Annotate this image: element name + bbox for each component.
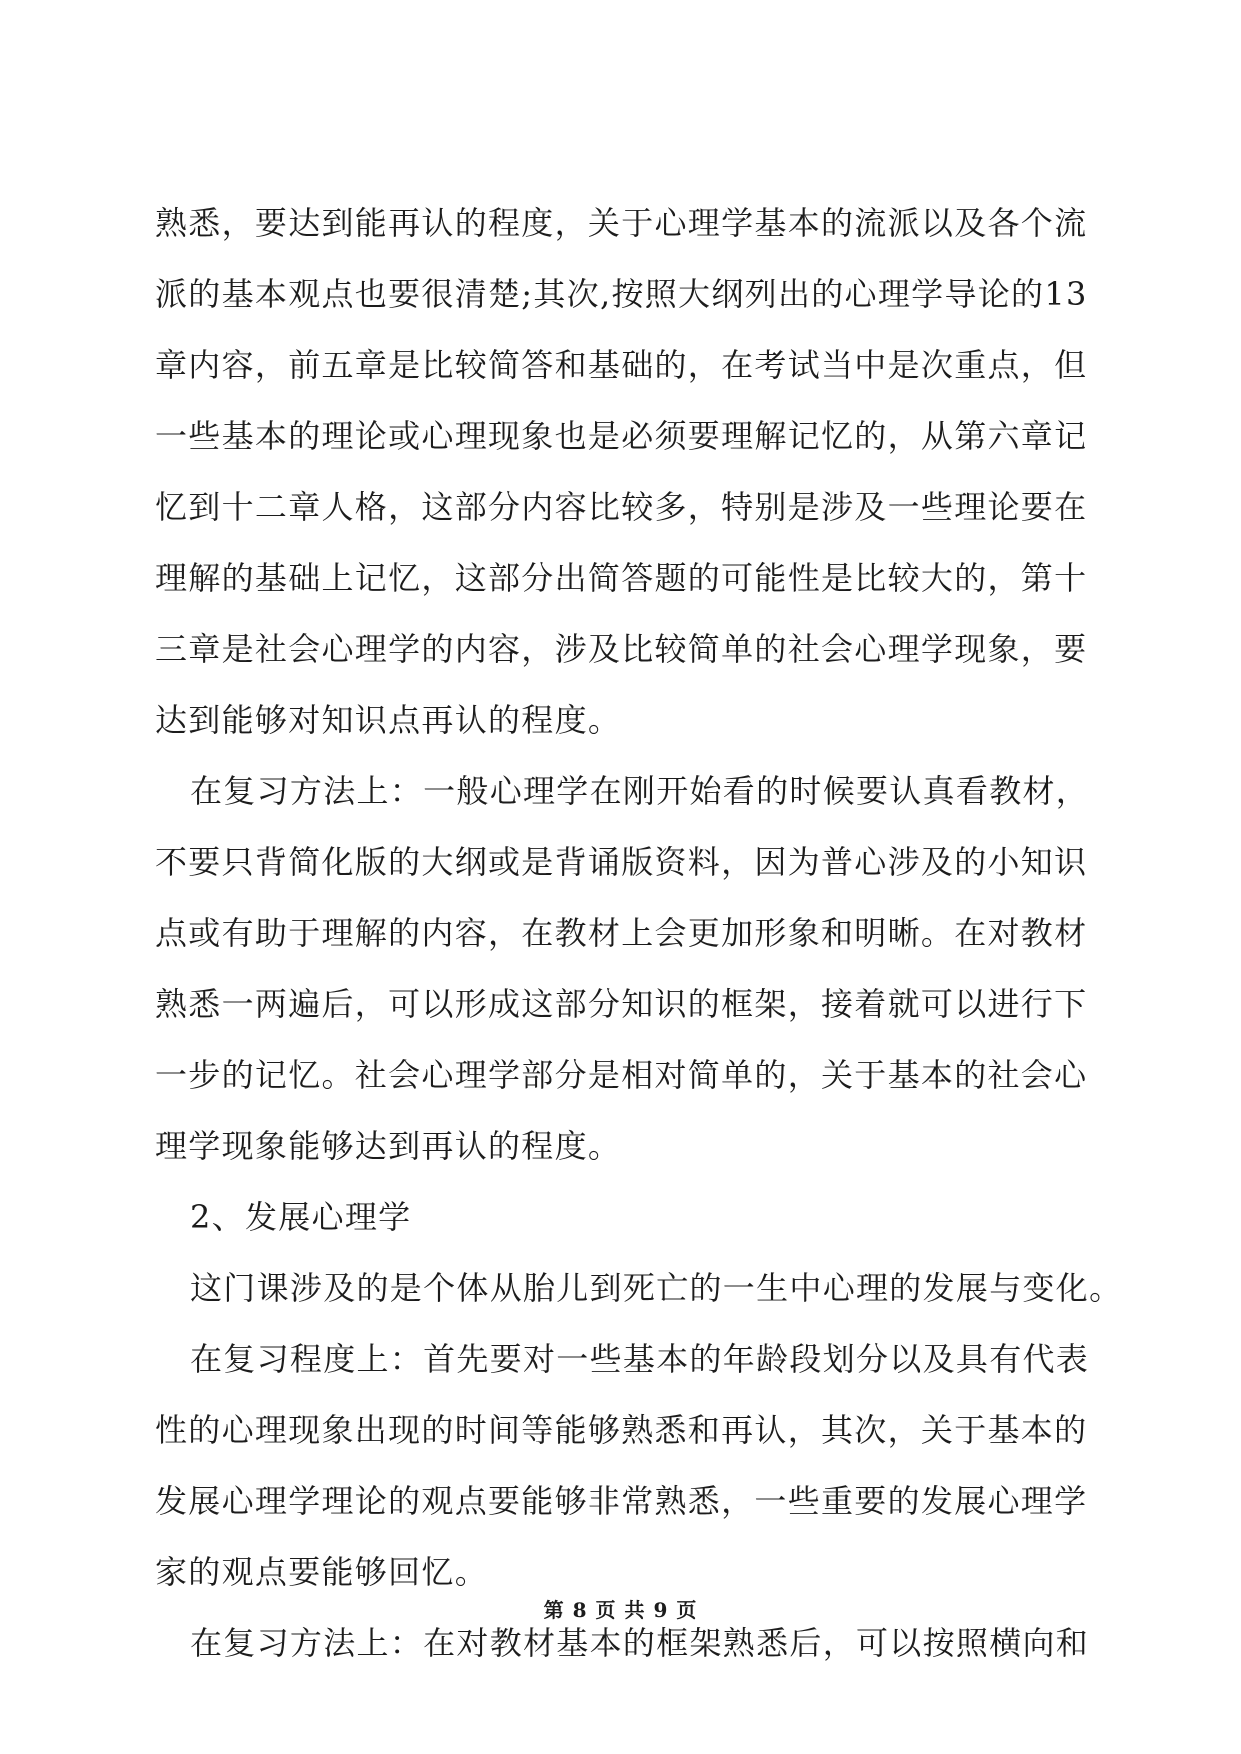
paragraph-start-line: 在复习方法上：在对教材基本的框架熟悉后，可以按照横向和	[190, 1624, 1090, 1662]
paragraph-start-line: 这门课涉及的是个体从胎儿到死亡的一生中心理的发展与变化。	[190, 1269, 1123, 1307]
page-number-footer: 第 8 页 共 9 页	[543, 1598, 698, 1622]
text-line: 熟悉一两遍后，可以形成这部分知识的框架，接着就可以进行下	[155, 985, 1088, 1023]
text-line: 一些基本的理论或心理现象也是必须要理解记忆的，从第六章记	[155, 417, 1088, 455]
text-line: 熟悉，要达到能再认的程度，关于心理学基本的流派以及各个流	[155, 204, 1088, 242]
text-line: 点或有助于理解的内容，在教材上会更加形象和明晰。在对教材	[155, 914, 1088, 952]
document-body	[155, 188, 1123, 1679]
text-line: 家的观点要能够回忆。	[155, 1553, 489, 1591]
text-line: 派的基本观点也要很清楚;其次,按照大纲列出的心理学导论的13	[155, 275, 1088, 313]
text-line: 发展心理学理论的观点要能够非常熟悉，一些重要的发展心理学	[155, 1482, 1088, 1520]
text-line: 不要只背简化版的大纲或是背诵版资料，因为普心涉及的小知识	[155, 843, 1088, 881]
text-line: 性的心理现象出现的时间等能够熟悉和再认，其次，关于基本的	[155, 1411, 1088, 1449]
text-line: 一步的记忆。社会心理学部分是相对简单的，关于基本的社会心	[155, 1056, 1088, 1094]
paragraph-start-line: 在复习程度上：首先要对一些基本的年龄段划分以及具有代表	[190, 1340, 1090, 1378]
text-line: 达到能够对知识点再认的程度。	[155, 701, 622, 739]
section-heading: 2、发展心理学	[190, 1198, 412, 1236]
text-line: 忆到十二章人格，这部分内容比较多，特别是涉及一些理论要在	[155, 488, 1088, 526]
text-line: 三章是社会心理学的内容，涉及比较简单的社会心理学现象，要	[155, 630, 1088, 668]
text-line: 理解的基础上记忆，这部分出简答题的可能性是比较大的，第十	[155, 559, 1088, 597]
text-line: 章内容，前五章是比较简答和基础的，在考试当中是次重点，但	[155, 346, 1088, 384]
text-line: 理学现象能够达到再认的程度。	[155, 1127, 622, 1165]
paragraph-start-line: 在复习方法上：一般心理学在刚开始看的时候要认真看教材，	[190, 772, 1090, 810]
